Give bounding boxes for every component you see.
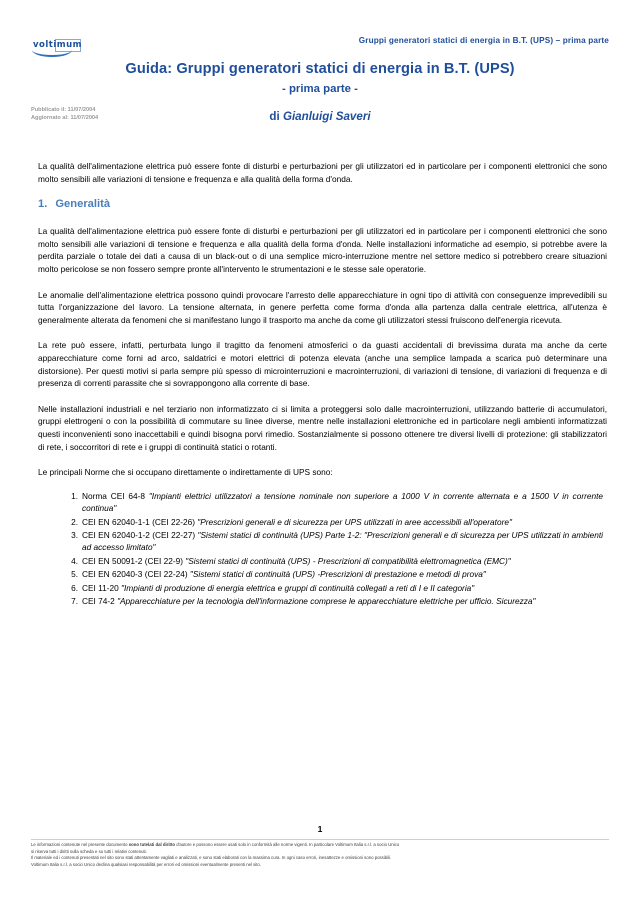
standard-title: "Impianti elettrici utilizzatori a tensione nominale non superiore a 1000 V in corrente alternata e a 1500 V in corrente continua" — [82, 490, 603, 514]
page-number: 1 — [317, 824, 323, 834]
list-item — [82, 555, 607, 567]
standard-title: "Apparecchiature per la tecnologia dell'informazione comprese le apparecchiature elettriche per ufficio. Sicurezza" — [117, 595, 536, 606]
footer-line-3: Il materiale ed i contenuti presentati nel sito sono stati attentamente vagliati e analizzati, e sono stati elaborati con la massima cura. In ogni caso errori, inesattezze e omissioni sono possibili. — [31, 855, 392, 861]
byline-prefix: di — [269, 110, 283, 123]
standard-code: Norma CEI 64-8 — [82, 490, 149, 501]
list-item — [82, 490, 607, 515]
standard-title: "Sistemi statici di continuità (UPS) -Prescrizioni di prestazione e metodi di prova" — [189, 569, 486, 580]
list-item — [82, 516, 607, 528]
footer-divider — [31, 839, 609, 840]
list-item — [82, 595, 607, 607]
section-title: Generalità — [55, 198, 111, 211]
standards-list — [38, 490, 607, 608]
footer-line-2: si riserva tutti i diritti sulla scheda e su tutti i relativi contenuti. — [31, 848, 147, 854]
list-item — [82, 582, 607, 594]
list-intro: Le principali Norme che si occupano direttamente o indirettamente di UPS sono: — [38, 467, 333, 478]
standard-code: CEI EN 62040-1-1 (CEI 22-26) — [82, 516, 198, 527]
abstract-paragraph: La qualità dell'alimentazione elettrica può essere fonte di disturbi e perturbazioni per gli utilizzatori ed in particolare per i componenti elettronici che sono molto sensibili alle variazioni di tensione e frequenza e alla qualità della forma d'onda. — [38, 161, 607, 184]
body-paragraph: Le anomalie dell'alimentazione elettrica possono quindi provocare l'arresto delle apparecchiature in ogni tipo di attività con conseguenze imprevedibili su tutta l'organizzazione del lavoro. La tensione alternata, in genere perfetta come forma d'onda alla partenza dalla centrale elettrica, all'utenza è generalmente alterata da fenomeni che si manifestano lungo il trasporto ma anche da come gli utilizzatori stessi fruiscono dell'energia ricevuta. — [38, 289, 607, 325]
body-paragraph: La rete può essere, infatti, perturbata lungo il tragitto da fenomeni atmosferici o da guasti accidentali di brevissima durata ma anche da certe apparecchiature come forni ad arco, saldatrici e motori elettrici di potenza elevata (anche una semplice lampada a scarica può determinare una distorsione). Per questi motivi si parla sempre più spesso di microinterruzioni e macrointerruzioni, di variazioni di tensione, di variazioni di frequenza e di presenza di correnti parassite che si sovrappongono alla corrente di base. — [38, 340, 607, 389]
footer-line-1 — [31, 842, 609, 849]
page-title: Guida: Gruppi generatori statici di energia in B.T. (UPS) — [125, 61, 515, 77]
page-subtitle: - prima parte - — [282, 83, 358, 95]
updated-date: Aggiornato al: 11/07/2004 — [31, 115, 99, 122]
standard-code: CEI 74-2 — [82, 595, 118, 606]
byline — [0, 110, 640, 123]
voltimum-logo — [31, 39, 89, 55]
standard-title: "Impianti di produzione di energia elettrica e gruppi di continuità collegati a reti di I e II categoria" — [121, 582, 475, 593]
footer-line-1a: Le informazioni contenute nel presente documento — [31, 842, 129, 847]
standard-code: CEI EN 62040-1-2 (CEI 22-27) — [82, 529, 198, 540]
list-item — [82, 529, 607, 554]
standard-code: CEI EN 50091-2 (CEI 22-9) — [82, 555, 186, 566]
footer-disclaimer — [31, 842, 609, 868]
footer-line-1b: d'autore e possono essere usati solo in conformità alle norme vigenti. In particolare Voltimum Italia s.r.l. a socio Unico — [175, 842, 400, 847]
section-heading — [38, 198, 607, 210]
standard-title: "Sistemi statici di continuità (UPS) - Prescrizioni di compatibilità elettromagnetica (EMC)" — [185, 555, 511, 566]
footer-line-4: Voltimum Italia s.r.l. a socio Unico declina qualsiasi responsabilità per errori ed omissioni eventualmente presenti nel sito. — [31, 861, 261, 867]
section-number: 1. — [38, 198, 48, 211]
standard-title: "Prescrizioni generali e di sicurezza per UPS utilizzati in aree accessibili all'operatore" — [197, 516, 512, 527]
body-paragraph: La qualità dell'alimentazione elettrica può essere fonte di disturbi e perturbazioni per gli utilizzatori ed in particolare per i componenti elettronici che sono molto sensibili alle variazioni di tensione e frequenza e alla qualità della forma d'onda. Nelle installazioni informatiche ad esempio, si potrebbe avere la perdita parziale o totale dei dati a causa di un black-out o di una semplice micro-interruzione mentre nel settore medico si potrebbero creare situazioni molto pericolose se non fossero sempre pronte all'intervento le strumentazioni e le stesse sale operatorie. — [38, 226, 607, 274]
published-date: Pubblicato il: 11/07/2004 — [31, 107, 96, 113]
logo-swoosh-icon — [32, 50, 72, 57]
list-item — [82, 568, 607, 580]
standard-title: "Sistemi statici di continuità (UPS) Parte 1-2: "Prescrizioni generali e di sicurezza per UPS utilizzati in ambienti ad accesso limitato" — [82, 529, 603, 553]
author-name: Gianluigi Saveri — [282, 110, 371, 123]
body-paragraph: Nelle installazioni industriali e nel terziario non informatizzato ci si limita a proteggersi solo dalle macrointerruzioni, utilizzando batterie di accumulatori, gruppi elettrogeni o con la possibilità di commutare su linee diverse, mentre nelle installazioni elettroniche ed in particolare negli ambienti informatizzati questi inconvenienti sono inaccettabili e quindi bisogna porvi rimedio. Sostanzialmente si possono ottenere tre diversi livelli di protezione: gli stabilizzatori di rete, i soccorritori di rete e i gruppi di continuità statici o rotanti. — [38, 403, 607, 452]
running-head: Gruppi generatori statici di energia in B.T. (UPS) – prima parte — [358, 36, 609, 45]
standard-code: CEI 11-20 — [82, 582, 122, 593]
standard-code: CEI EN 62040-3 (CEI 22-24) — [82, 569, 190, 580]
logo-wordmark: voltimum — [33, 40, 83, 50]
footer-line-1-bold: sono tutelati dal diritto — [128, 842, 176, 847]
document-body — [38, 160, 607, 608]
